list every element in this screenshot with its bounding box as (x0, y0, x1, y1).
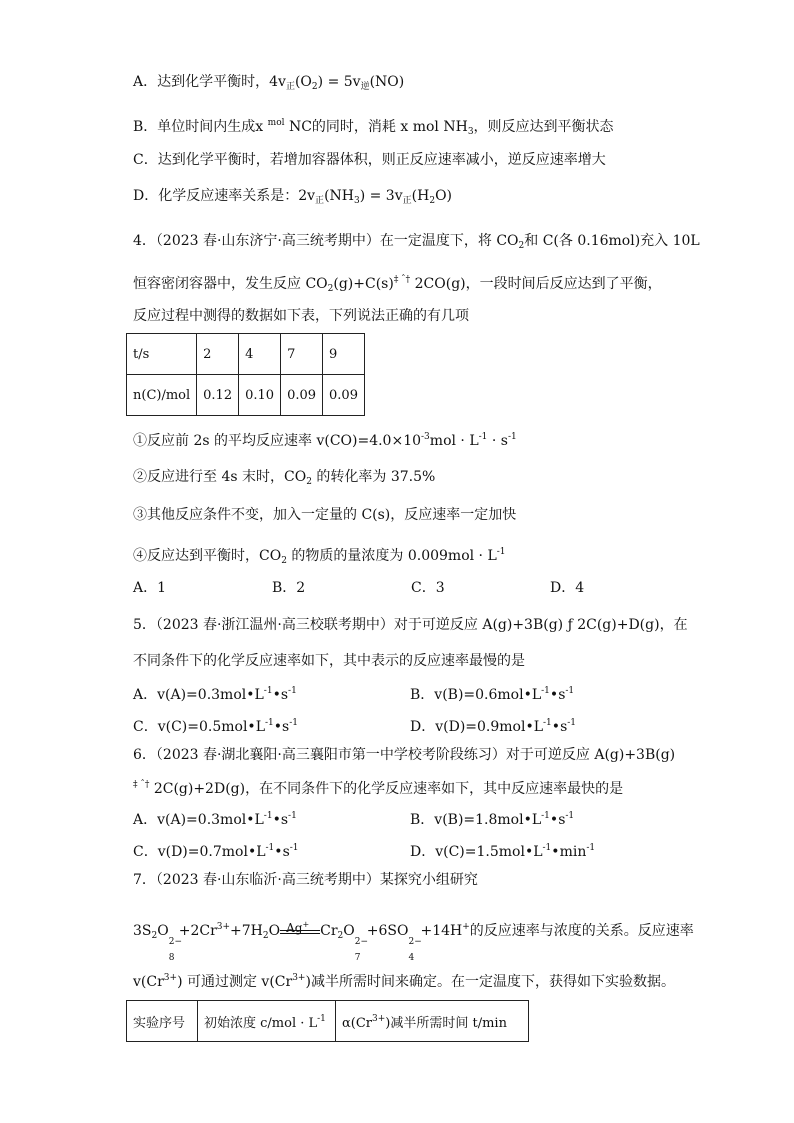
q6-option-c: C．$v(D)=0.7mol•L^{-1}•s^{-1}$ (133, 843, 299, 860)
q4-stem-line1: 4．（2023 春·山东济宁·高三统考期中）在一定温度下，将 $CO_2$和 C(各 0.16mol)充入 10L (133, 233, 700, 251)
q5-option-b: B．$v(B)=0.6mol•L^{-1}•s^{-1}$ (410, 686, 575, 703)
q4-stem-line3: 反应过程中测得的数据如下表，下列说法正确的有几项 (133, 308, 469, 324)
table-row (127, 1001, 529, 1042)
table-cell: 0.10 (239, 375, 281, 416)
q5-option-d: D．$v(D)=0.9mol•L^{-1}•s^{-1}$ (410, 718, 577, 735)
table-cell: 0.09 (323, 375, 365, 416)
reaction-arrow: Ag+ (280, 928, 320, 934)
q7-stem-line3: $v(Cr^{3+})$ 可通过测定 $v(Cr^{3+})$减半所需时间来确定。在一定温度下，获得如下实验数据。 (133, 973, 675, 990)
table-row (127, 334, 365, 375)
q7-equation: $3S_2O$ 2− 8 $+2Cr^{3+}+7H_2O$ Ag+ $Cr_2O$ 2− 7 +6SO 2− 4 +14H+的反应速率与浓度的关系。反应速率 (133, 920, 694, 963)
q6-option-b: B．$v(B)=1.8mol•L^{-1}•s^{-1}$ (410, 811, 575, 828)
table-header-cell: 实验序号 (127, 1001, 198, 1042)
table-cell: 9 (323, 334, 365, 375)
q4-statement-3: ③其他反应条件不变，加入一定量的 C(s)，反应速率一定加快 (133, 507, 517, 523)
q6-option-d: D．$v(C)=1.5mol•L^{-1}•\min^{-1}$ (410, 843, 596, 860)
table-row (127, 375, 365, 416)
table-cell: t/s (127, 334, 197, 375)
table-header-cell: 初始浓度 $c/mol \cdot L^{-1}$ (198, 1001, 336, 1042)
q5-option-a: A．$v(A)=0.3mol•L^{-1}•s^{-1}$ (133, 686, 297, 703)
q4-option-d: D．4 (550, 580, 585, 596)
q6-option-a: A．$v(A)=0.3mol•L^{-1}•s^{-1}$ (133, 811, 297, 828)
table-cell: 4 (239, 334, 281, 375)
q4-option-a: A．1 (133, 580, 167, 596)
table-cell: 0.09 (281, 375, 323, 416)
table-cell: 7 (281, 334, 323, 375)
q5-stem-line1: 5．（2023 春·浙江温州·高三校联考期中）对于可逆反应 A(g)+3B(g) ƒ 2C(g)+D(g)，在 (133, 617, 688, 633)
q3-option-c: C．达到化学平衡时，若增加容器体积，则正反应速率减小，逆反应速率增大 (133, 152, 606, 168)
q3-option-d: D．化学反应速率关系是：$2v_正(NH_3) = 3v_正(H_2O)$ (133, 188, 453, 206)
q7-data-table (126, 1000, 529, 1042)
q4-option-c: C．3 (411, 580, 445, 596)
q5-stem-line2: 不同条件下的化学反应速率如下，其中表示的反应速率最慢的是 (133, 653, 525, 669)
q7-stem-line1: 7．（2023 春·山东临沂·高三统考期中）某探究小组研究 (133, 872, 478, 888)
q4-statement-2: ②反应进行至 4s 末时，$CO_2$ 的转化率为 37.5% (133, 469, 436, 487)
table-cell: 2 (197, 334, 239, 375)
q3-option-a: A．达到化学平衡时，$4v_正(O_2) = 5v_逆(NO)$ (133, 74, 405, 92)
table-header-cell: $\alpha(Cr^{3+})$减半所需时间 t/min (336, 1001, 529, 1042)
q4-statement-1: ①反应前 2s 的平均反应速率 $v(CO)=4.0\times 10^{-3}mol \cdot L^{-1} \cdot s^{-1}$ (133, 432, 517, 449)
table-cell: 0.12 (197, 375, 239, 416)
q4-data-table (126, 333, 365, 416)
q5-option-c: C．$v(C)=0.5mol•L^{-1}•s^{-1}$ (133, 718, 299, 735)
q4-option-b: B．2 (272, 580, 306, 596)
table-cell: n(C)/mol (127, 375, 197, 416)
q6-stem-line1: 6．（2023 春·湖北襄阳·高三襄阳市第一中学校考阶段练习）对于可逆反应 A(g)+3B(g) (133, 747, 676, 763)
q6-stem-line2: $^{\ddagger ˆ\dagger}$ 2C(g)+2D(g)，在不同条件下的化学反应速率如下，其中反应速率最快的是 (133, 780, 624, 797)
q4-statement-4: ④反应达到平衡时，$CO_2$ 的物质的量浓度为 $0.009mol \cdot L^{-1}$ (133, 547, 506, 566)
q3-option-b: B．单位时间内生成x $^{mol}$ NC的同时，消耗 x mol $NH_3$，则反应达到平衡状态 (133, 118, 614, 137)
q4-stem-line2: 恒容密闭容器中，发生反应 $CO_2(g)+C(s)^{\ddagger ˆ\dagger}$ 2CO(g)，一段时间后反应达到了平衡， (133, 275, 662, 294)
